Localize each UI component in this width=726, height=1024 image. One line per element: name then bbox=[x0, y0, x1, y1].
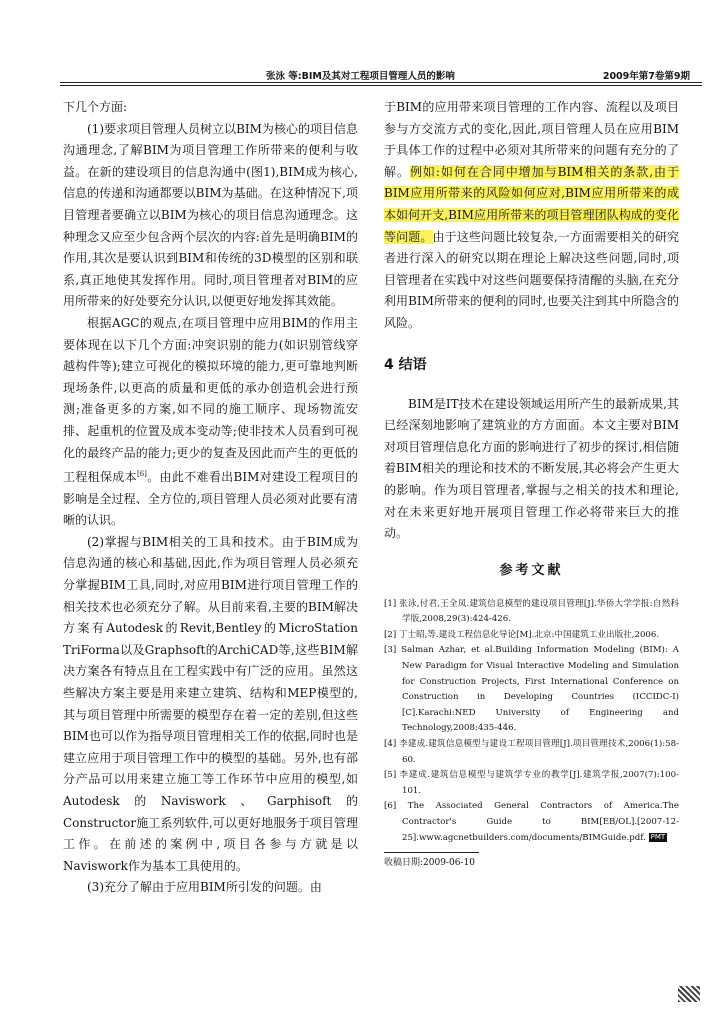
reference-item: [2] 丁士昭,等.建设工程信息化导论[M].北京:中国建筑工业出版社,2006. bbox=[384, 629, 660, 640]
left-column bbox=[63, 97, 358, 899]
paragraph-item-3: (3)充分了解由于应用BIM所引发的问题。由 bbox=[87, 880, 322, 895]
right-column bbox=[384, 97, 679, 870]
references-title: 参考文献 bbox=[499, 562, 564, 578]
reference-6-text: [6] The Associated General Contractors of America.The Contractor's Guide to BIM[EB/OL].[2007-12-25].www.agcnetbuilders.com/documents/BIMGuide.pdf. bbox=[384, 801, 679, 843]
issue-number: 2009年第7卷第9期 bbox=[602, 71, 690, 82]
agc-text-cont: 。由此不难看出BIM对建设工程项目的影响是全过程、全方位的,项目管理人员必须对此要有清晰的认识。 bbox=[63, 470, 358, 528]
paragraph-continued bbox=[384, 97, 679, 335]
citation-6: [6] bbox=[136, 470, 147, 479]
paragraph-agc bbox=[63, 313, 358, 532]
paragraph-intro: 下几个方面: bbox=[63, 100, 128, 114]
reference-item: [5] 李建成.建筑信息模型与建筑学专业的教学[J].建筑学报,2007(7):100-101. bbox=[384, 770, 679, 796]
header-rule bbox=[60, 82, 702, 83]
highlighted-text: 例如:如何在合同中增加与BIM相关的条款,由于BIM应用所带来的风险如何应对,BIM应用所带来的成本如何开支,BIM应用所带来的项目管理团队构成的变化等问题。 bbox=[384, 164, 679, 244]
paragraph-item-1: (1)要求项目管理人员树立以BIM为核心的项目信息沟通理念,了解BIM为项目管理工作所带来的便利与收益。在新的建设项目的信息沟通中(图1),BIM成为核心,信息的传递和沟通都要以BIM为基础。在这种情况下,项目管理者要确立以BIM为核心的项目信息沟通理念。这种理念又应至少包含两个层次的内容:首先是明确BIM的作用,其次是要认识到BIM和传统的3D模型的区别和联系,真正地使其发挥作用。同时,项目管理者对BIM的应用所带来的好处要充分认识,以便更好地发挥其效能。 bbox=[63, 121, 358, 309]
paragraph-conclusion: BIM是IT技术在建设领域运用所产生的最新成果,其已经深刻地影响了建筑业的方方面面。本文主要对BIM对项目管理信息化方面的影响进行了初步的探讨,相信随着BIM相关的理论和技术的不断发展,其必将会产生更大的影响。作为项目管理者,掌握与之相关的技术和理论,对在未来更好地开展项目管理工作必将带来巨大的推动。 bbox=[384, 396, 679, 541]
reference-item bbox=[384, 799, 679, 846]
running-head bbox=[60, 62, 700, 82]
references-list bbox=[384, 597, 679, 847]
reference-item: [4] 李建成.建筑信息模型与建设工程项目管理[J].项目管理技术,2006(1):58-60. bbox=[384, 739, 679, 765]
reference-item: [1] 张泳,付君,王全凤.建筑信息模型的建设项目管理[J].华侨大学学报:自然科学版,2008,29(3):424-426. bbox=[384, 598, 679, 625]
continued-text-end: 由于这些问题比较复杂,一方面需要相关的研究者进行深入的研究以期在理论上解决这些问题,同时,项目管理者在实践中对这些问题要保持清醒的头脑,在充分利用BIM所带来的便利的同时,也要关注到其中所隐含的风险。 bbox=[384, 229, 679, 330]
agc-text: 根据AGC的观点,在项目管理中应用BIM的作用主要体现在以下几个方面:冲突识别的能力(如识别管线穿越构件等);建立可视化的模拟环境的能力,更可靠地判断现场条件,以更高的质量和更低的承办创造机会进行预测;准备更多的方案,如不同的施工顺序、现场物流安排、起重机的位置及成本变动等;使非技术人员看到可视化的最终产品的能力;更少的复查及因此而产生的更低的工程租保成本 bbox=[63, 315, 358, 485]
header-rule-thin bbox=[60, 85, 702, 86]
received-date: 收稿日期:2009-06-10 bbox=[384, 858, 475, 869]
section-title-conclusion: 4 结语 bbox=[384, 356, 427, 373]
paragraph-item-2: (2)掌握与BIM相关的工具和技术。由于BIM成为信息沟通的核心和基础,因此,作为项目管理人员必须充分掌握BIM工具,同时,对应用BIM进行项目管理工作的相关技术也必须充分了解。从目前来看,主要的BIM解决方案有Autodesk的Revit,Bentley的MicroStation TriForma以及Graphsoft的ArchiCAD等,这些BIM解决方案各有特点且在工程实践中有广泛的应用。虽然这些解决方案主要是用来建立建筑、结构和MEP模型的,其与项目管理中所需要的模型存在着一定的差别,但这些BIM也可以作为指导项目管理相关工作的依据,同时也是建立应用于项目管理工作中的模型的基础。另外,也有部分产品可以用来建立施工等工作环节中应用的模型,如Autodesk的Naviswork、Garphisoft的Constructor施工系列软件,可以更好地服务于项目管理工作。在前述的案例中,项目各参与方就是以Naviswork作为基本工具使用的。 bbox=[63, 534, 358, 873]
pmt-badge: PMT bbox=[650, 832, 666, 841]
received-rule bbox=[384, 852, 479, 853]
continued-text: 于BIM的应用带来项目管理的工作内容、流程以及项目参与方交流方式的变化,因此,项目管理人员在应用BIM于具体工作的过程中必须对其所带来的问题有充分的了解。 bbox=[384, 100, 679, 179]
reference-item: [3] Salman Azhar, et al.Building Information Modeling (BIM): A New Paradigm for Visual Interactive Modeling and Simulation for Construction Projects, First International Conference on Construction in Developing Countries (ICCIDC-I)[C].Karachi:NED University of Engineering and Technology,2008:435-446. bbox=[384, 645, 679, 734]
scan-mark-icon bbox=[678, 986, 700, 1002]
running-title: 张泳 等:BIM及其对工程项目管理人员的影响 bbox=[266, 71, 455, 82]
